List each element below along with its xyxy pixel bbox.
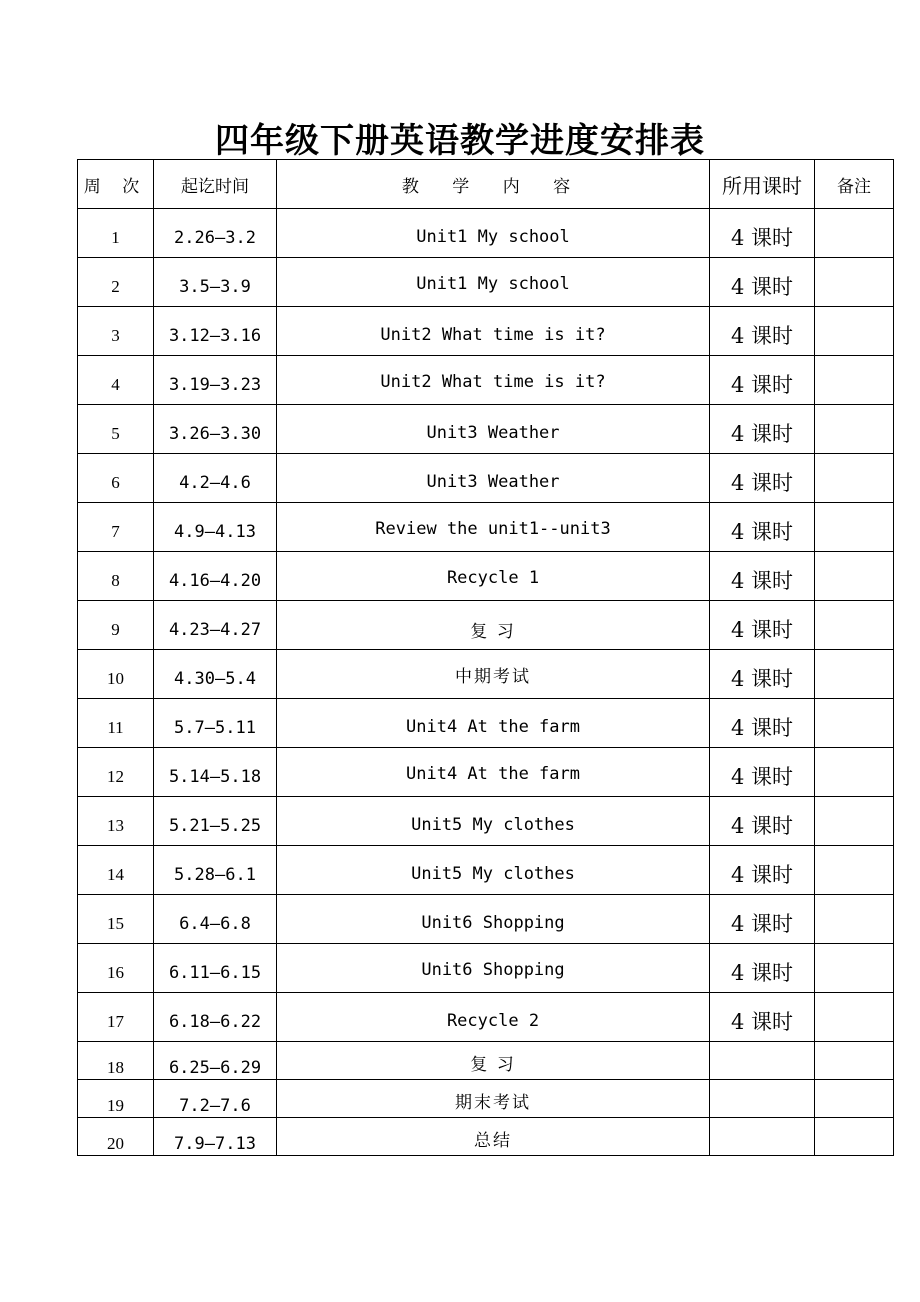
table-row — [78, 993, 894, 1042]
dates-cell: 5.21—5.25 — [154, 797, 277, 846]
dates-cell: 6.11—6.15 — [154, 944, 277, 993]
table-row — [78, 895, 894, 944]
content-cell: Unit3 Weather — [277, 454, 710, 503]
hours-cell — [710, 1042, 815, 1080]
content-cell: Unit2 What time is it? — [277, 356, 710, 405]
table-row — [78, 601, 894, 650]
dates-cell: 3.26—3.30 — [154, 405, 277, 454]
hours-cell: 4 课时 — [710, 356, 815, 405]
table-row — [78, 650, 894, 699]
content-cell: Unit6 Shopping — [277, 895, 710, 944]
week-cell: 6 — [78, 454, 154, 503]
dates-cell: 5.7—5.11 — [154, 699, 277, 748]
hours-cell: 4 课时 — [710, 846, 815, 895]
table-row — [78, 1118, 894, 1156]
week-cell: 11 — [78, 699, 154, 748]
hours-cell: 4 课时 — [710, 797, 815, 846]
dates-cell: 3.19—3.23 — [154, 356, 277, 405]
week-cell: 8 — [78, 552, 154, 601]
content-cell: Review the unit1--unit3 — [277, 503, 710, 552]
content-cell: Unit5 My clothes — [277, 797, 710, 846]
week-cell: 10 — [78, 650, 154, 699]
table-row — [78, 405, 894, 454]
notes-cell — [815, 503, 894, 552]
notes-cell — [815, 699, 894, 748]
content-cell: Recycle 2 — [277, 993, 710, 1042]
notes-cell — [815, 846, 894, 895]
week-cell: 12 — [78, 748, 154, 797]
dates-cell: 5.28—6.1 — [154, 846, 277, 895]
dates-cell: 3.12—3.16 — [154, 307, 277, 356]
notes-cell — [815, 356, 894, 405]
dates-cell: 6.25—6.29 — [154, 1042, 277, 1080]
week-cell: 15 — [78, 895, 154, 944]
week-cell: 16 — [78, 944, 154, 993]
table-row — [78, 699, 894, 748]
notes-cell — [815, 1118, 894, 1156]
page-title: 四年级下册英语教学进度安排表 — [215, 121, 705, 161]
week-cell: 4 — [78, 356, 154, 405]
dates-cell: 7.9—7.13 — [154, 1118, 277, 1156]
content-cell: Unit6 Shopping — [277, 944, 710, 993]
hours-cell: 4 课时 — [710, 699, 815, 748]
content-cell: Recycle 1 — [277, 552, 710, 601]
week-cell: 9 — [78, 601, 154, 650]
notes-cell — [815, 797, 894, 846]
week-cell: 17 — [78, 993, 154, 1042]
content-cell: Unit2 What time is it? — [277, 307, 710, 356]
notes-cell — [815, 1080, 894, 1118]
hours-cell — [710, 1080, 815, 1118]
notes-cell — [815, 454, 894, 503]
table-row — [78, 1042, 894, 1080]
week-cell: 7 — [78, 503, 154, 552]
hours-cell: 4 课时 — [710, 503, 815, 552]
notes-cell — [815, 650, 894, 699]
dates-cell: 4.23—4.27 — [154, 601, 277, 650]
dates-cell: 3.5—3.9 — [154, 258, 277, 307]
notes-cell — [815, 944, 894, 993]
notes-cell — [815, 209, 894, 258]
dates-cell: 2.26—3.2 — [154, 209, 277, 258]
table-row — [78, 356, 894, 405]
hours-cell: 4 课时 — [710, 650, 815, 699]
hours-cell: 4 课时 — [710, 405, 815, 454]
table-row — [78, 552, 894, 601]
content-cell: 中期考试 — [277, 650, 710, 699]
hours-cell: 4 课时 — [710, 895, 815, 944]
dates-cell: 4.30—5.4 — [154, 650, 277, 699]
table-row — [78, 944, 894, 993]
week-cell: 14 — [78, 846, 154, 895]
week-cell: 20 — [78, 1118, 154, 1156]
table-row — [78, 846, 894, 895]
content-cell: 复 习 — [277, 601, 710, 650]
hours-cell: 4 课时 — [710, 993, 815, 1042]
content-cell: 总结 — [277, 1118, 710, 1156]
hours-cell: 4 课时 — [710, 454, 815, 503]
dates-cell: 4.9—4.13 — [154, 503, 277, 552]
table-row — [78, 503, 894, 552]
hours-cell: 4 课时 — [710, 601, 815, 650]
notes-cell — [815, 601, 894, 650]
notes-cell — [815, 748, 894, 797]
content-cell: Unit4 At the farm — [277, 699, 710, 748]
content-cell: Unit1 My school — [277, 258, 710, 307]
notes-cell — [815, 307, 894, 356]
table-row — [78, 258, 894, 307]
content-cell: Unit4 At the farm — [277, 748, 710, 797]
notes-cell — [815, 993, 894, 1042]
content-cell: 复 习 — [277, 1042, 710, 1080]
hours-cell: 4 课时 — [710, 307, 815, 356]
notes-cell — [815, 1042, 894, 1080]
table-row — [78, 797, 894, 846]
notes-cell — [815, 258, 894, 307]
table-row — [78, 307, 894, 356]
week-cell: 3 — [78, 307, 154, 356]
table-row — [78, 748, 894, 797]
header-dates: 起讫时间 — [154, 160, 277, 209]
hours-cell: 4 课时 — [710, 258, 815, 307]
table-row — [78, 1080, 894, 1118]
week-cell: 2 — [78, 258, 154, 307]
dates-cell: 4.16—4.20 — [154, 552, 277, 601]
hours-cell: 4 课时 — [710, 748, 815, 797]
week-cell: 1 — [78, 209, 154, 258]
header-content: 教 学 内 容 — [277, 160, 710, 209]
dates-cell: 6.18—6.22 — [154, 993, 277, 1042]
content-cell: Unit1 My school — [277, 209, 710, 258]
week-cell: 19 — [78, 1080, 154, 1118]
hours-cell: 4 课时 — [710, 209, 815, 258]
header-hours: 所用课时 — [710, 160, 815, 209]
notes-cell — [815, 895, 894, 944]
notes-cell — [815, 405, 894, 454]
notes-cell — [815, 552, 894, 601]
dates-cell: 4.2—4.6 — [154, 454, 277, 503]
table-row — [78, 454, 894, 503]
hours-cell: 4 课时 — [710, 944, 815, 993]
header-notes: 备注 — [815, 160, 894, 209]
hours-cell — [710, 1118, 815, 1156]
dates-cell: 6.4—6.8 — [154, 895, 277, 944]
week-cell: 5 — [78, 405, 154, 454]
hours-cell: 4 课时 — [710, 552, 815, 601]
week-cell: 13 — [78, 797, 154, 846]
header-row — [78, 160, 894, 209]
dates-cell: 7.2—7.6 — [154, 1080, 277, 1118]
week-cell: 18 — [78, 1042, 154, 1080]
content-cell: 期末考试 — [277, 1080, 710, 1118]
table-row — [78, 209, 894, 258]
header-week: 周 次 — [78, 160, 154, 209]
content-cell: Unit5 My clothes — [277, 846, 710, 895]
content-cell: Unit3 Weather — [277, 405, 710, 454]
schedule-table — [77, 159, 894, 1156]
dates-cell: 5.14—5.18 — [154, 748, 277, 797]
